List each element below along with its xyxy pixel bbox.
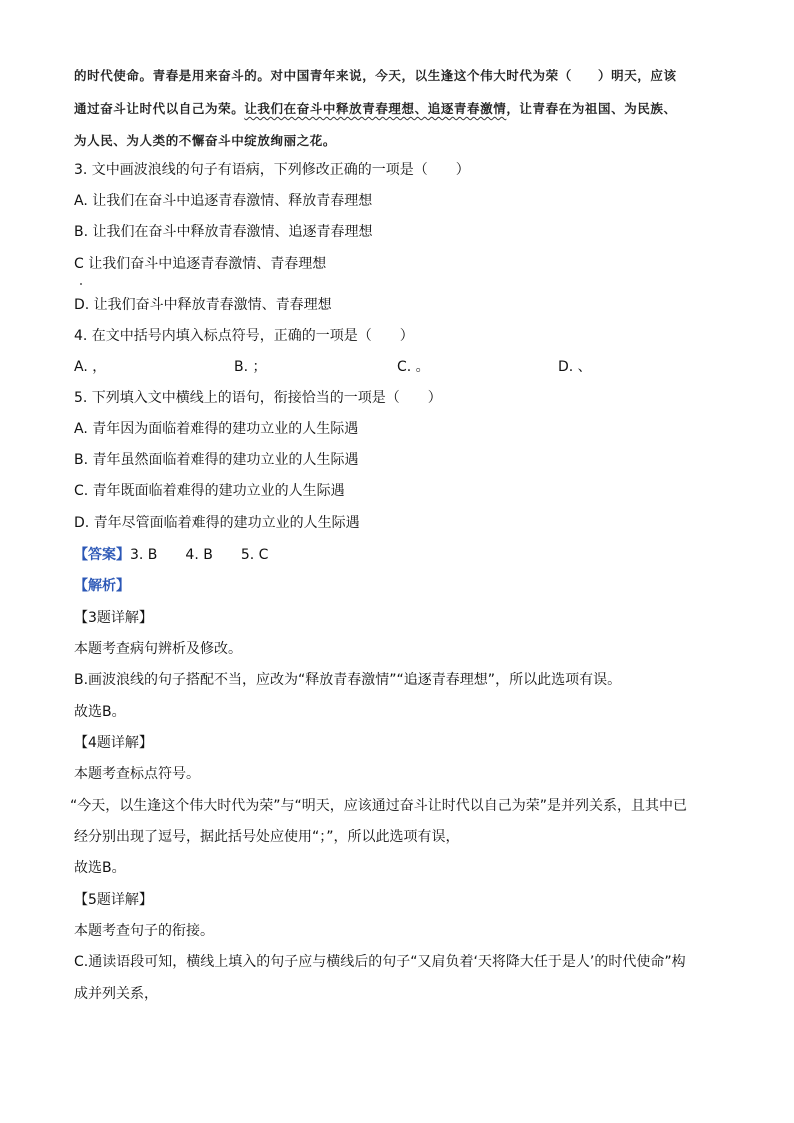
question-3-option-c: C 让我们奋斗中追逐青春激情、青春理想 xyxy=(74,256,327,272)
question-5-stem: 5. 下列填入文中横线上的语句，衔接恰当的一项是（ ） xyxy=(74,390,442,406)
passage-line-2-start: 通过奋斗让时代以自己为荣。 xyxy=(74,101,245,116)
detail-4-p2: “今天，以生逢这个伟大时代为荣”与“明天，应该通过奋斗让时代以自己为荣”是并列关系，且其中已 xyxy=(70,798,688,814)
detail-3-p1: 本题考查病句辨析及修改。 xyxy=(74,641,242,657)
question-4-option-a: A. ， xyxy=(74,359,107,375)
question-5-option-d: D. 青年尽管面临着难得的建功立业的人生际遇 xyxy=(74,515,360,531)
question-3-option-d: D. 让我们奋斗中释放青春激情、青春理想 xyxy=(74,297,332,313)
question-4-option-c: C. 。 xyxy=(397,359,430,375)
detail-5-p2: C.通读语段可知，横线上填入的句子应与横线后的句子“又肩负着‘天将降大任于是人’的时代使命”构 xyxy=(74,954,686,970)
answer-text: 3. B 4. B 5. C xyxy=(130,547,269,563)
detail-3-p3: 故选B。 xyxy=(74,704,126,720)
question-5-option-a: A. 青年因为面临着难得的建功立业的人生际遇 xyxy=(74,421,359,437)
question-4-option-d: D. 、 xyxy=(558,359,592,375)
question-3-stem: 3. 文中画波浪线的句子有语病，下列修改正确的一项是（ ） xyxy=(74,162,470,178)
question-5-option-b: B. 青年虽然面临着难得的建功立业的人生际遇 xyxy=(74,452,359,468)
detail-5-heading: 【5题详解】 xyxy=(74,892,153,908)
answer-tag: 【答案】 xyxy=(74,547,130,563)
question-4-stem: 4. 在文中括号内填入标点符号，正确的一项是（ ） xyxy=(74,328,414,344)
passage-line-2 xyxy=(74,100,677,118)
question-3-option-a: A. 让我们在奋斗中追逐青春激情、释放青春理想 xyxy=(74,193,373,209)
question-4-options xyxy=(74,358,714,376)
question-5-option-c: C. 青年既面临着难得的建功立业的人生际遇 xyxy=(74,483,345,499)
detail-4-p1: 本题考查标点符号。 xyxy=(74,766,200,782)
detail-4-p4: 故选B。 xyxy=(74,860,126,876)
detail-4-heading: 【4题详解】 xyxy=(74,735,153,751)
detail-5-p1: 本题考查句子的衔接。 xyxy=(74,923,214,939)
passage-line-2-end: ，让青春在为祖国、为民族、 xyxy=(506,101,677,116)
answer-line xyxy=(74,546,268,564)
passage-line-1: 的时代使命。青春是用来奋斗的。对中国青年来说，今天，以生逢这个伟大时代为荣（ ）明天，应该 xyxy=(74,68,677,83)
detail-3-heading: 【3题详解】 xyxy=(74,610,153,626)
wavy-underlined-sentence: 让我们在奋斗中释放青春理想、追逐青春激情 xyxy=(244,101,507,116)
detail-3-p2: B.画波浪线的句子搭配不当，应改为“释放青春激情”“追逐青春理想”，所以此选项有误。 xyxy=(74,672,622,688)
question-4-option-b: B. ； xyxy=(234,359,267,375)
detail-4-p3: 经分别出现了逗号，据此括号处应使用“；”，所以此选项有误， xyxy=(74,829,460,845)
question-3-option-b: B. 让我们在奋斗中释放青春激情、追逐青春理想 xyxy=(74,224,373,240)
analysis-tag: 【解析】 xyxy=(74,578,130,594)
detail-5-p3: 成并列关系， xyxy=(74,986,158,1002)
passage-line-3: 为人民、为人类的不懈奋斗中绽放绚丽之花。 xyxy=(74,133,337,148)
stray-dot-mark xyxy=(80,283,82,285)
